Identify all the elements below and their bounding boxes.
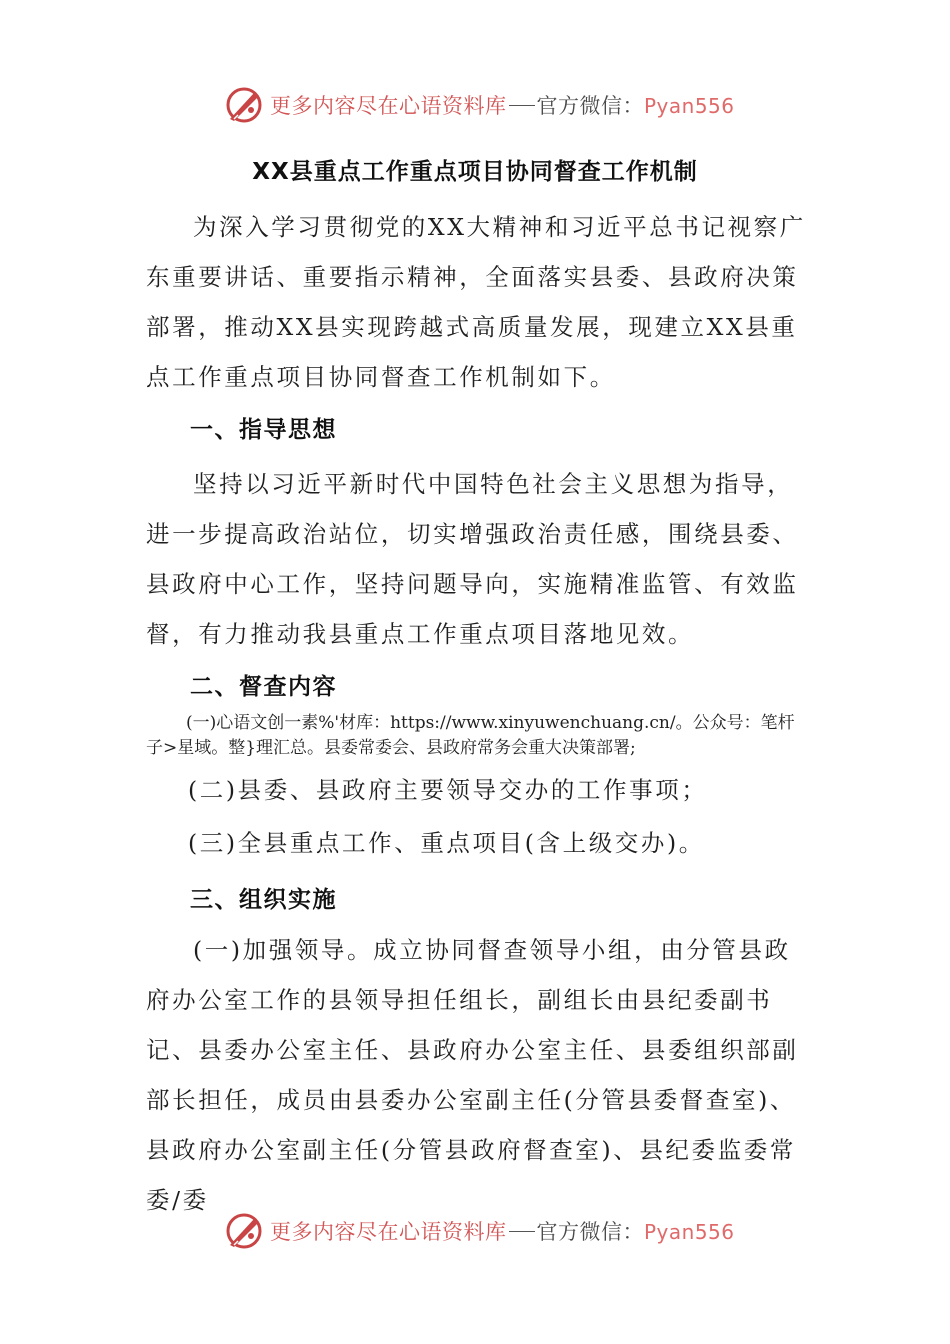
section-body-3: (一)加强领导。成立协同督查领导小组，由分管县政府办公室工作的县领导担任组长，副组长由县纪委副书记、县委办公室主任、县政府办公室主任、县委组织部副部长担任，成员由县委办公室副主任(分管县委督查室)、县政府办公室副主任(分管县政府督查室)、县纪委监委常委/委 xyxy=(146,936,799,1214)
watermark-banner-top xyxy=(0,80,950,130)
banner-text: 更多内容尽在心语资料库 官方微信：Pyan556 xyxy=(270,1220,735,1244)
section-2-item-3: (三)全县重点工作、重点项目(含上级交办)。 xyxy=(188,829,705,857)
banner-text: 更多内容尽在心语资料库 官方微信：Pyan556 xyxy=(270,94,735,118)
section-2-item-1: (一)心语文创一素%'材库：https://www.xinyuwenchuang.cn/。公众号：笔杆子>星域。整}理汇总。县委常委会、县政府常务会重大决策部署; xyxy=(146,713,795,758)
section-heading-1: 一、指导思想 xyxy=(190,417,337,443)
section-heading-3: 三、组织实施 xyxy=(190,887,337,913)
pen-logo-icon xyxy=(224,1211,264,1251)
section-heading-2: 二、督查内容 xyxy=(190,674,337,700)
document-title: XX县重点工作重点项目协同督查工作机制 xyxy=(252,159,698,185)
watermark-banner-bottom xyxy=(0,1206,950,1256)
intro-paragraph: 为深入学习贯彻党的XX大精神和习近平总书记视察广东重要讲话、重要指示精神，全面落实县委、县政府决策部署，推动XX县实现跨越式高质量发展，现建立XX县重点工作重点项目协同督查工作机制如下。 xyxy=(146,213,806,391)
section-body-1: 坚持以习近平新时代中国特色社会主义思想为指导，进一步提高政治站位，切实增强政治责任感，围绕县委、县政府中心工作，坚持问题导向，实施精准监管、有效监督，有力推动我县重点工作重点项目落地见效。 xyxy=(146,470,799,648)
pen-logo-icon xyxy=(224,85,264,125)
section-2-item-2: (二)县委、县政府主要领导交办的工作事项； xyxy=(188,776,708,804)
